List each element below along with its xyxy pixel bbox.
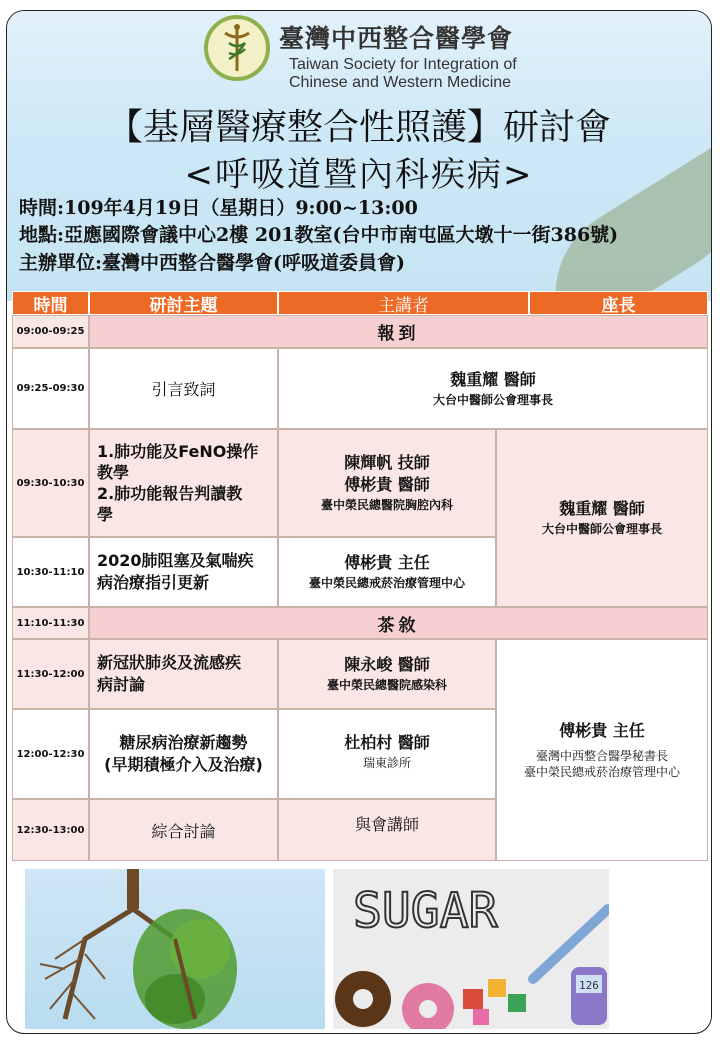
- time-cell: 09:00-09:25: [12, 315, 89, 348]
- event-time: 時間:109年4月19日（星期日）9:00~13:00: [19, 197, 418, 219]
- meter-reading: 126: [579, 979, 599, 992]
- chair-affiliation: 臺中榮民總戒菸治療管理中心: [523, 765, 680, 779]
- society-name-en-line1: Taiwan Society for Integration of: [289, 56, 517, 73]
- header-time: 時間: [12, 291, 89, 315]
- time-cell: 09:30-10:30: [12, 429, 89, 537]
- speaker-cell: [278, 348, 708, 429]
- lungs-icon: [25, 869, 325, 1029]
- time-cell: 12:30-13:00: [12, 799, 89, 861]
- society-name-cn: 臺灣中西整合醫學會: [279, 24, 514, 53]
- event-subtitle: <呼吸道暨內科疾病>: [184, 155, 534, 195]
- speaker-affiliation: 瑞東診所: [362, 756, 411, 770]
- topic-line: 教學: [97, 463, 130, 482]
- speaker-name: 傅彬貴 主任: [344, 553, 430, 572]
- topic-line: 學: [97, 505, 114, 524]
- speaker-name: 杜柏村 醫師: [344, 733, 430, 752]
- poster-frame: [6, 10, 712, 1034]
- event-location: 地點:亞應國際會議中心2樓 201教室(台中市南屯區大墩十一街386號): [19, 224, 619, 246]
- speaker-name: 傅彬貴 醫師: [344, 475, 430, 494]
- caduceus-icon: [208, 19, 266, 77]
- speaker-cell: [278, 709, 496, 799]
- event-organizer: 主辦單位:臺灣中西整合醫學會(呼吸道委員會): [19, 252, 405, 274]
- tea-break-band: [89, 607, 708, 639]
- event-title: 【基層醫療整合性照護】研討會: [106, 107, 611, 148]
- speaker-cell: [278, 429, 496, 537]
- topic-line: 病治療指引更新: [97, 573, 210, 592]
- society-name-en-line2: Chinese and Western Medicine: [289, 74, 512, 91]
- sugar-photo: [333, 869, 609, 1029]
- sugar-word: SUGAR: [353, 883, 498, 939]
- chair-affiliation: 臺灣中西整合醫學秘書長: [535, 749, 668, 763]
- time-cell: 11:10-11:30: [12, 607, 89, 639]
- topic-line: 新冠狀肺炎及流感疾: [97, 653, 242, 672]
- topic-cell: 引言致詞: [89, 348, 278, 429]
- time-cell: 10:30-11:10: [12, 537, 89, 607]
- speaker-affiliation: 臺中榮民總醫院胸腔內科: [320, 498, 453, 512]
- header-topic: 研討主題: [89, 291, 278, 315]
- topic-line: 2020肺阻塞及氣喘疾: [97, 551, 254, 570]
- speaker-cell: [278, 537, 496, 607]
- time-cell: 12:00-12:30: [12, 709, 89, 799]
- topic-cell: [89, 639, 278, 709]
- band-label: 茶敘: [377, 615, 420, 636]
- topic-cell: [89, 709, 278, 799]
- topic-cell: [89, 537, 278, 607]
- topic-line: 2.肺功能報告判讀教: [97, 484, 243, 503]
- registration-band: [89, 315, 708, 348]
- society-logo: [204, 15, 270, 81]
- topic-cell: [89, 429, 278, 537]
- header-speaker: 主講者: [278, 291, 529, 315]
- chair-cell: [496, 429, 708, 607]
- topic-line: (早期積極介入及治療): [104, 755, 263, 774]
- lungs-illustration: [25, 869, 325, 1029]
- topic-cell: 綜合討論: [89, 799, 278, 861]
- time-cell: 11:30-12:00: [12, 639, 89, 709]
- time-cell: 09:25-09:30: [12, 348, 89, 429]
- speaker-cell: [278, 799, 496, 861]
- band-label: 報到: [377, 324, 420, 344]
- topic-line: 病討論: [97, 675, 146, 694]
- topic-line: 1.肺功能及FeNO操作: [97, 442, 259, 461]
- speaker-affiliation: 臺中榮民總醫院感染科: [326, 678, 447, 692]
- chair-name: 魏重耀 醫師: [559, 499, 645, 518]
- topic-line: 糖尿病治療新趨勢: [119, 733, 248, 752]
- speaker-name: 魏重耀 醫師: [450, 369, 536, 389]
- speaker-name: 陳永峻 醫師: [344, 655, 430, 674]
- chair-affiliation: 大台中醫師公會理事長: [541, 522, 662, 536]
- speaker-name: 與會講師: [354, 815, 419, 834]
- sugar-scene-icon: [333, 869, 609, 1029]
- chair-cell: [496, 639, 708, 861]
- chair-name: 傅彬貴 主任: [559, 721, 645, 740]
- speaker-cell: [278, 639, 496, 709]
- schedule-table: [12, 291, 708, 861]
- header-chair: 座長: [529, 291, 708, 315]
- speaker-affiliation: 臺中榮民總戒菸治療管理中心: [308, 576, 465, 590]
- speaker-affiliation: 大台中醫師公會理事長: [432, 392, 553, 407]
- speaker-name: 陳輝帆 技師: [344, 453, 430, 472]
